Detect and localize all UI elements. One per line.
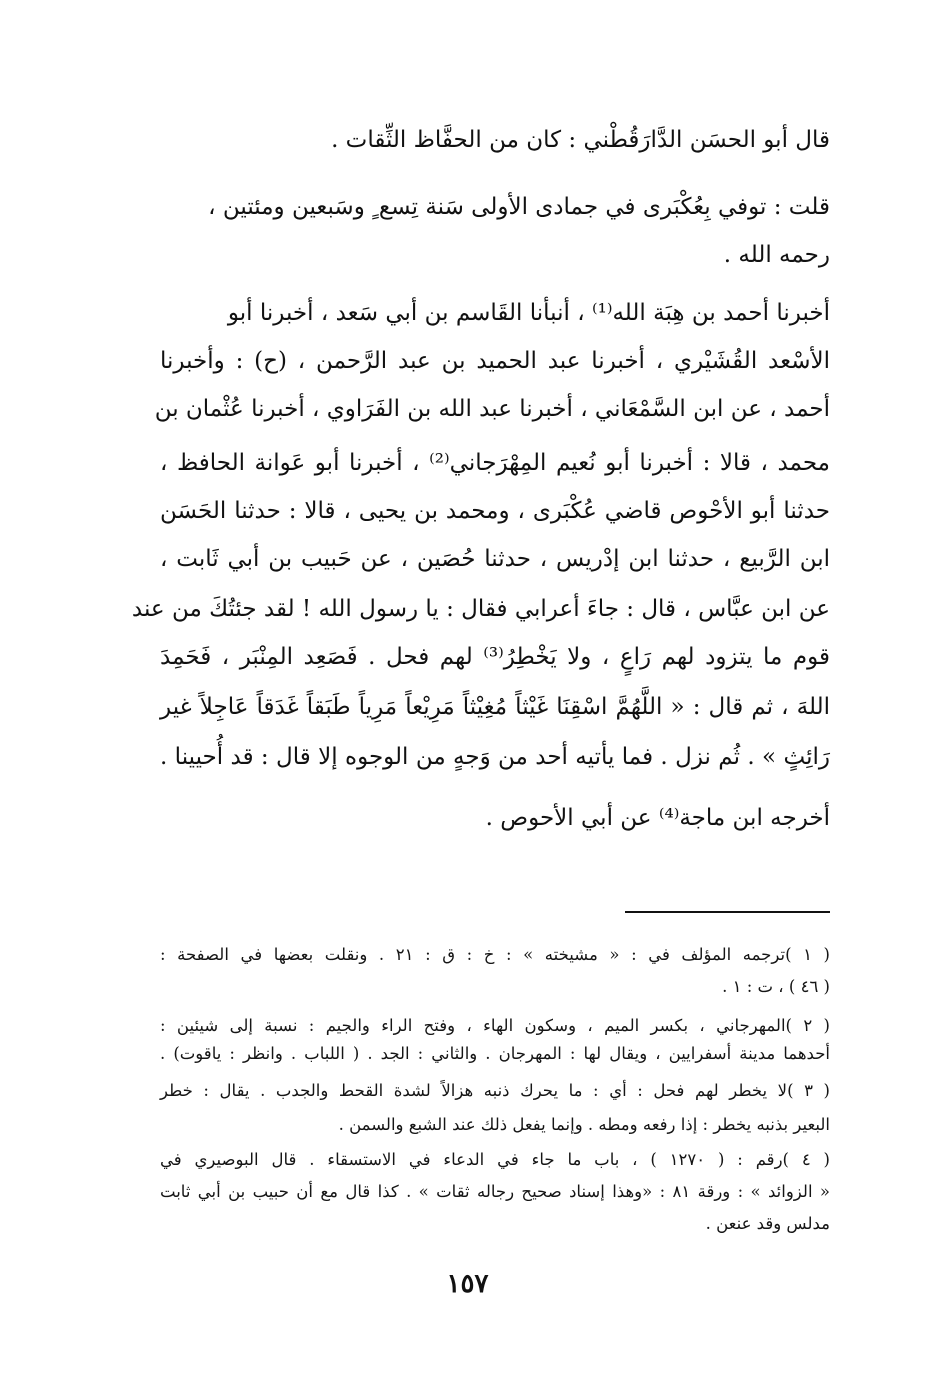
paragraph-death-note-line-2: رحمه الله . xyxy=(723,242,830,268)
footnote-4-line-3: مدلس وقد عنعن . xyxy=(705,1214,830,1233)
footnote-2-line-1: ( ٢ )المهرجاني ، بكسر الميم ، وسكون الهاء ، وفتح الراء والجيم : نسبة إلى شيئين : xyxy=(160,1016,830,1035)
footnote-3-line-2: البعير بذنبه يخطر : إذا رفعه ومطه . وإنما يفعل ذلك عند الشبع والسمن . xyxy=(338,1115,830,1134)
footnote-3-line-1: ( ٣ )لا يخطر لهم فحل : أي : ما يحرك ذنبه هزالاً لشدة القحط والجدب . يقال : خطر xyxy=(160,1081,830,1100)
hadith-line-7: عن ابن عبَّاس ، قال : جاءَ أعرابي فقال : يا رسول الله ! لقد جئتُكَ من عند xyxy=(131,596,830,622)
hadith-line-4: محمد ، قالا : أخبرنا أبو نُعيم المِهْرَجاني⁽²⁾ ، أخبرنا أبو عَوانة الحافظ ، xyxy=(160,450,830,476)
hadith-line-6: ابن الرَّبيع ، حدثنا ابن إدْريس ، حدثنا حُصَين ، عن حَبيب بن أبي ثَابت ، xyxy=(160,546,830,572)
hadith-line-5: حدثنا أبو الأحْوص قاضي عُكْبَرى ، ومحمد بن يحيى ، قالا : حدثنا الحَسَن xyxy=(160,498,830,524)
footnote-4-line-2: « الزوائد » : ورقة ٨١ : «وهذا إسناد صحيح رجاله ثقات » . كذا قال مع أن حبيب بن أبي ثابت xyxy=(160,1182,830,1201)
footnote-4-line-1: ( ٤ )رقم : ( ١٢٧٠ ) ، باب ما جاء في الدعاء في الاستسقاء . قال البوصيري في xyxy=(160,1150,830,1169)
hadith-line-9: اللهَ ، ثم قال : « اللَّهُمَّ اسْقِنَا غَيْثاً مُغِيْثاً مَرِيْعاً مَرِياً طَبَقاً غَدَقاً عَاجِلاً غير xyxy=(160,694,830,720)
footnote-separator xyxy=(625,911,830,913)
paragraph-daraqutni-line: قال أبو الحسَن الدَّارَقُطْني : كان من الحفَّاظ الثِّقات . xyxy=(331,127,830,153)
hadith-line-2: الأسْعد القُشَيْري ، أخبرنا عبد الحميد بن عبد الرَّحمن ، (ح) : وأخبرنا xyxy=(160,348,830,374)
footnote-1-line-2: ( ٤٦ ) ، ت : ١ . xyxy=(722,977,830,996)
hadith-line-1: أخبرنا أحمد بن هِبَة الله⁽¹⁾ ، أنبأنا القَاسم بن أبي سَعد ، أخبرنا أبو xyxy=(227,300,830,326)
hadith-line-10: رَائِثٍ » . ثُم نزل . فما يأتيه أحد من وَجهٍ من الوجوه إلا قال : قد أُحيينا . xyxy=(160,744,830,770)
page-number: ١٥٧ xyxy=(446,1269,489,1299)
footnote-2-line-2: أحدهما مدينة أسفرايين ، ويقال لها : المهرجان . والثاني : الجد . ( اللباب . وانظر : ياقوت) . xyxy=(160,1044,830,1063)
takhrij-line: أخرجه ابن ماجة⁽⁴⁾ عن أبي الأحوص . xyxy=(485,805,830,831)
hadith-line-8: قوم ما يتزود لهم رَاعٍ ، ولا يَخْطِرُ⁽³⁾ لهم فحل . فَصَعِد المِنْبَر ، فَحَمِدَ xyxy=(160,644,830,670)
footnote-1-line-1: ( ١ )ترجمه المؤلف في : « مشيخته » : خ : ق : ٢١ . ونقلت بعضها في الصفحة : xyxy=(160,945,830,964)
paragraph-death-note-line-1: قلت : توفي بِعُكْبَرى في جمادى الأولى سَنة تِسع ٍ وسَبعين ومئتين ، xyxy=(208,194,830,220)
hadith-line-3: أحمد ، عن ابن السَّمْعَاني ، أخبرنا عبد الله بن الفَرَاوي ، أخبرنا عُثْمان بن xyxy=(154,396,830,422)
